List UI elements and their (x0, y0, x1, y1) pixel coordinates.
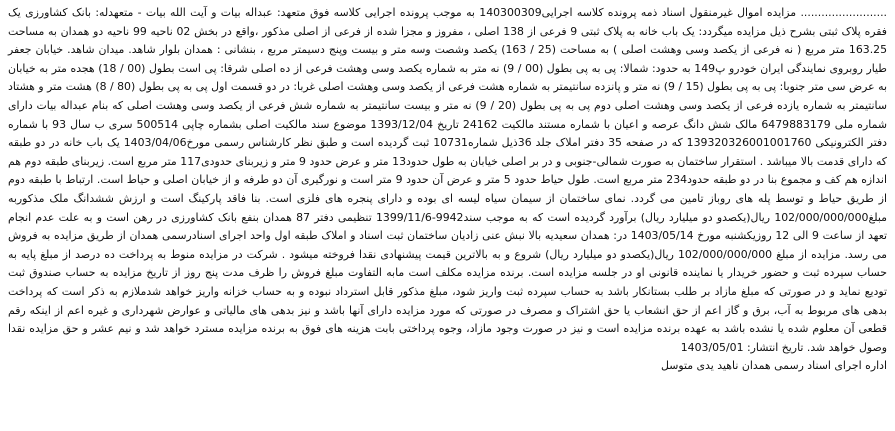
issuing-office-signature: اداره اجرای اسناد رسمی همدان ناهید یدی متوسل (660, 359, 887, 373)
notice-body-text: ......................... مزایده اموال غیرمنقول اسناد ذمه پرونده کلاسه اجرایی140300309 به موجب پرونده اجرایی کلاسه فوق متعهد: عبداله بیات و آیت الله بیات - متعهدله: بانک کشاورزی یک فقره پلاک ثبتی بشرح ذیل مزایده میگردد: یک باب خانه به پلاک ثبتی 9 فرعی از 138 اصلی ، مفروز و مجزا شده از فرعی از اصلی مذکور ،واقع در بخش 02 ناحیه 99 ناحیه دو همدان به مساحت 163.25 متر مربع ( نه فرعی از یکصد وسی وهشت اصلی ) به مساحت (25 / 163) یکصد وشصت وسه متر و بیست وپنج دسیمتر مربع ، بنشانی : همدان بلوار شاهد. میدان شاهد. خیابان جعفر طیار روبروی نمایندگی ایران خودرو پ149 به حدود: شمالا: پی به پی بطول (00 / 9) نه متر به شماره یکصد وسی وهشت فرعی از ده اصلی شرقا: پی است بطول (00 / 18) هجده متر به خیابان به عرض سی متر جنوبا: پی به پی بطول (15 / 9) نه متر و پانزده سانتیمتر به شماره هشت فرعی از یکصد وسی وهشت اصلی غربا: در دو قسمت اول پی به پی بطول (80 / 8) هشت متر و هشتاد سانتیمتر به شماره یازده فرعی از یکصد وسی وهشت اصلی دوم پی به پی بطول (20 / 9) نه متر و بیست سانتیمتر به شماره شش فرعی از یکصد وسی وهشت اصلی که بنام عبداله بیات دارای شماره ملی 6479883179 مالک شش دانگ عرصه و اعیان با شماره مستند مالکیت 24162 تاریخ 1393/12/04 موضوع سند مالکیت اصلی بشماره چاپی 500514 سری ب سال 93 با شماره دفتر الکترونیکی 139320326001001760 که در صفحه 35 دفتر املاک جلد 36ذیل شماره10731 ثبت گردیده است و طبق نظر کارشناس رسمی مورخ1403/04/06 یک باب خانه در دو طبقه که دارای قدمت بالا میباشد . استقرار ساختمان به صورت شمالی-جنوبی و در بر اصلی خیابان به طول حدود13 متر و عرض حدود 9 متر و زیربنای حدودی117 متر مربع است. زیربنای طبقه دوم هم اندازه هم کف و مجموع بنا در دو طبقه حدود234 متر مربع است. طول حیاط حدود 5 متر و عرض آن حدود 9 متر است و نورگیری آن دو طرفه و از خیابان اصلی و حیاط است. ارتباط با طبقه دوم از طریق حیاط و توسط پله های روباز تامین می گردد. نمای ساختمان از سیمان سیاه لیسه ای بوده و دارای پنجره های فلزی است. بنا فاقد پارکینگ است و ارزش ششدانگ ملک مذکوربه مبلغ102/000/000/000 ریال(یکصدو دو میلیارد ریال) برآورد گردیده است که به موجب سند9942-1399/11/6 تنظیمی دفتر 87 همدان بنفع بانک کشاورزی در رهن است و به علت عدم انجام تعهد از ساعت 9 الی 12 روزیکشنبه مورخ 1403/05/14 در: همدان سعیدیه بالا نبش عنی زادیان ساختمان ثبت اسناد و املاک طبقه اول واحد اجرای اسنادرسمی همدان از طریق مزایده به فروش می رسد. مزایده از مبلغ 102/000/000/000 ریال(یکصدو دو میلیارد ریال) شروع و به بالاترین قیمت پیشنهادی نقدا فروخته میشود . شرکت در مزایده منوط به پرداخت ده درصد از مبلغ پایه به حساب سپرده ثبت و حضور خریدار یا نماینده قانونی او در جلسه مزایده است. برنده مزایده مکلف است مابه التفاوت مبلغ فروش را ظرف مدت پنج روز از تاریخ مزایده به حساب صندوق ثبت تودیع نماید و در صورتی که مبلغ مازاد بر طلب بستانکار باشد به حساب سپرده ثبت واریز شود، مبلغ مذکور قابل استرداد نبوده و به حساب خزانه واریز خواهد شدملازم به ذکر است که پرداخت بدهی های مربوط به آب، برق و گاز اعم از حق انشعاب یا حق اشتراک و مصرف در صورتی که مورد مزایده دارای آنها باشد و نیز بدهی های مالیاتی و عوارض شهرداری و غیره اعم از اینکه رقم قطعی آن معلوم شده یا نشده باشد به عهده برنده مزایده است و نیز در صورت وجود مازاد، وجوه پرداختی بابت هزینه های فوق به برنده مزایده مسترد خواهد شد و نیم عشر و حق مزایده نقدا وصول خواهد شد. تاریخ انتشار: 1403/05/01 (8, 6, 888, 354)
